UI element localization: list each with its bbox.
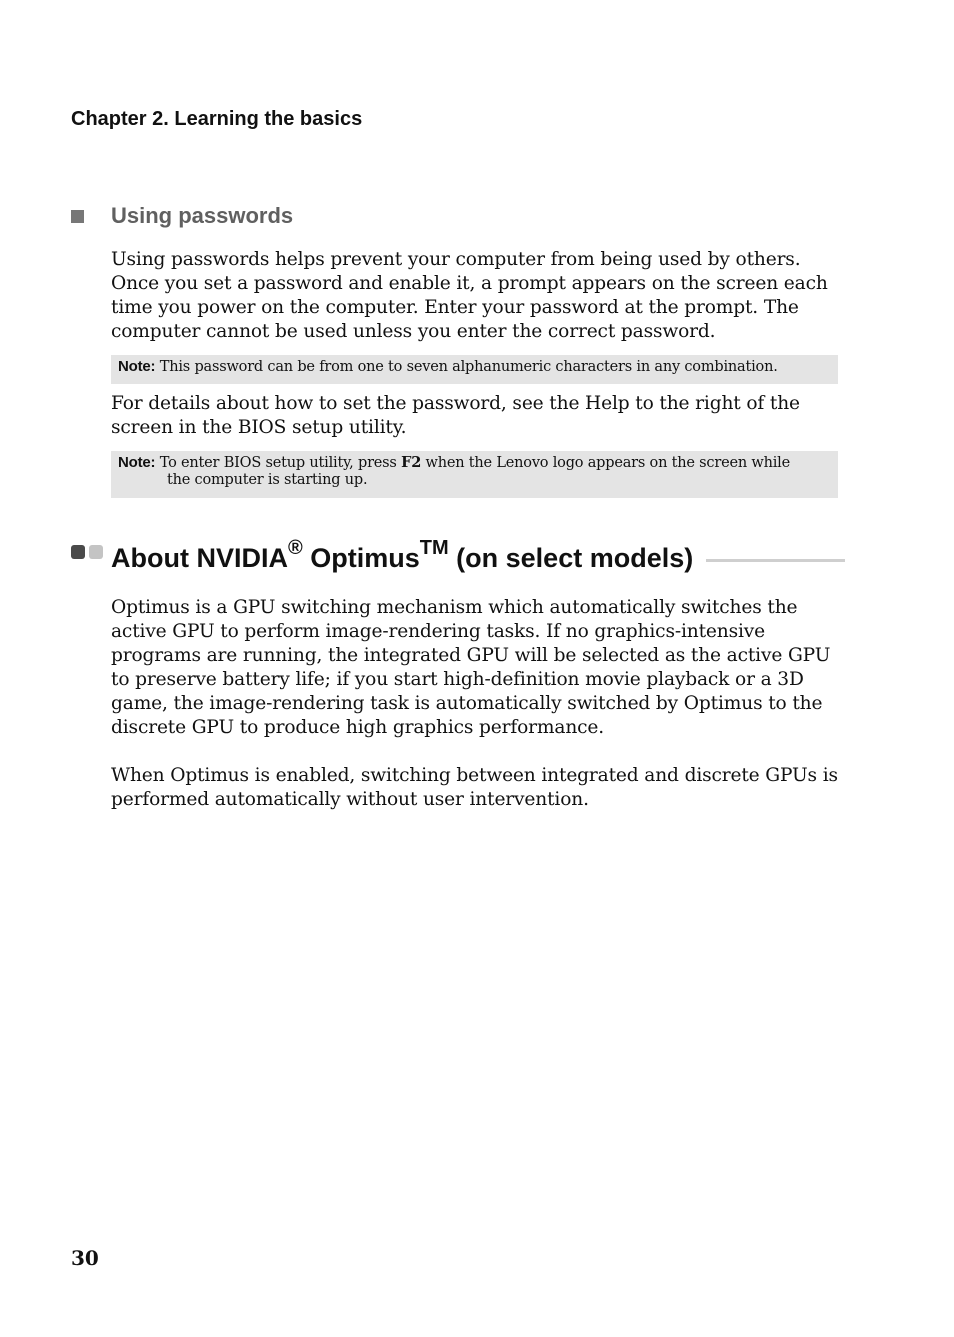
note-text-continued: the computer is starting up. xyxy=(167,472,368,488)
optimus-paragraph-2: When Optimus is enabled, switching between integrated and discrete GPUs is performed automatically without user intervention. xyxy=(111,765,838,810)
key-f2: F2 xyxy=(401,454,422,471)
note-label: Note: xyxy=(118,454,156,471)
title-part-optimus: Optimus xyxy=(310,543,420,573)
note-text: To enter BIOS setup utility, press xyxy=(159,455,397,471)
square-bullet-icon xyxy=(71,210,84,223)
passwords-paragraph-2: For details about how to set the password, see the Help to the right of the screen in the BIOS setup utility. xyxy=(111,393,800,438)
note-box-password-length xyxy=(111,355,838,384)
registered-mark: ® xyxy=(287,537,303,559)
section-title xyxy=(111,533,693,583)
passwords-paragraph-1: Using passwords helps prevent your computer from being used by others. Once you set a password and enable it, a prompt appears on the screen each time you power on the computer. Enter your password at the prompt. The computer cannot be used unless you enter the correct password. xyxy=(111,249,828,342)
title-part-models: (on select models) xyxy=(456,543,694,573)
note-label: Note: xyxy=(118,358,156,375)
trademark-mark: TM xyxy=(419,537,449,559)
note-text: when the Lenovo logo appears on the screen while xyxy=(425,455,790,471)
light-dot-icon xyxy=(89,545,103,559)
title-part-nvidia: About NVIDIA xyxy=(111,543,288,573)
chapter-header: Chapter 2. Learning the basics xyxy=(71,108,363,130)
subsection-title: Using passwords xyxy=(111,203,294,228)
section-divider xyxy=(706,559,845,562)
subsection-using-passwords xyxy=(71,203,293,229)
section-dots-icon xyxy=(71,545,107,559)
note-box-bios-setup xyxy=(111,451,838,498)
dark-dot-icon xyxy=(71,545,85,559)
section-heading-optimus xyxy=(71,533,847,577)
note-text: This password can be from one to seven alphanumeric characters in any combination. xyxy=(159,359,778,375)
optimus-paragraph-1: Optimus is a GPU switching mechanism which automatically switches the active GPU to perform image-rendering tasks. If no graphics-intensive programs are running, the integrated GPU will be selected as the active GPU to preserve battery life; if you start high-definition movie playback or a 3D game, the image-rendering task is automatically switched by Optimus to the discrete GPU to produce high graphics performance. xyxy=(111,597,831,738)
page-number: 30 xyxy=(71,1246,99,1270)
